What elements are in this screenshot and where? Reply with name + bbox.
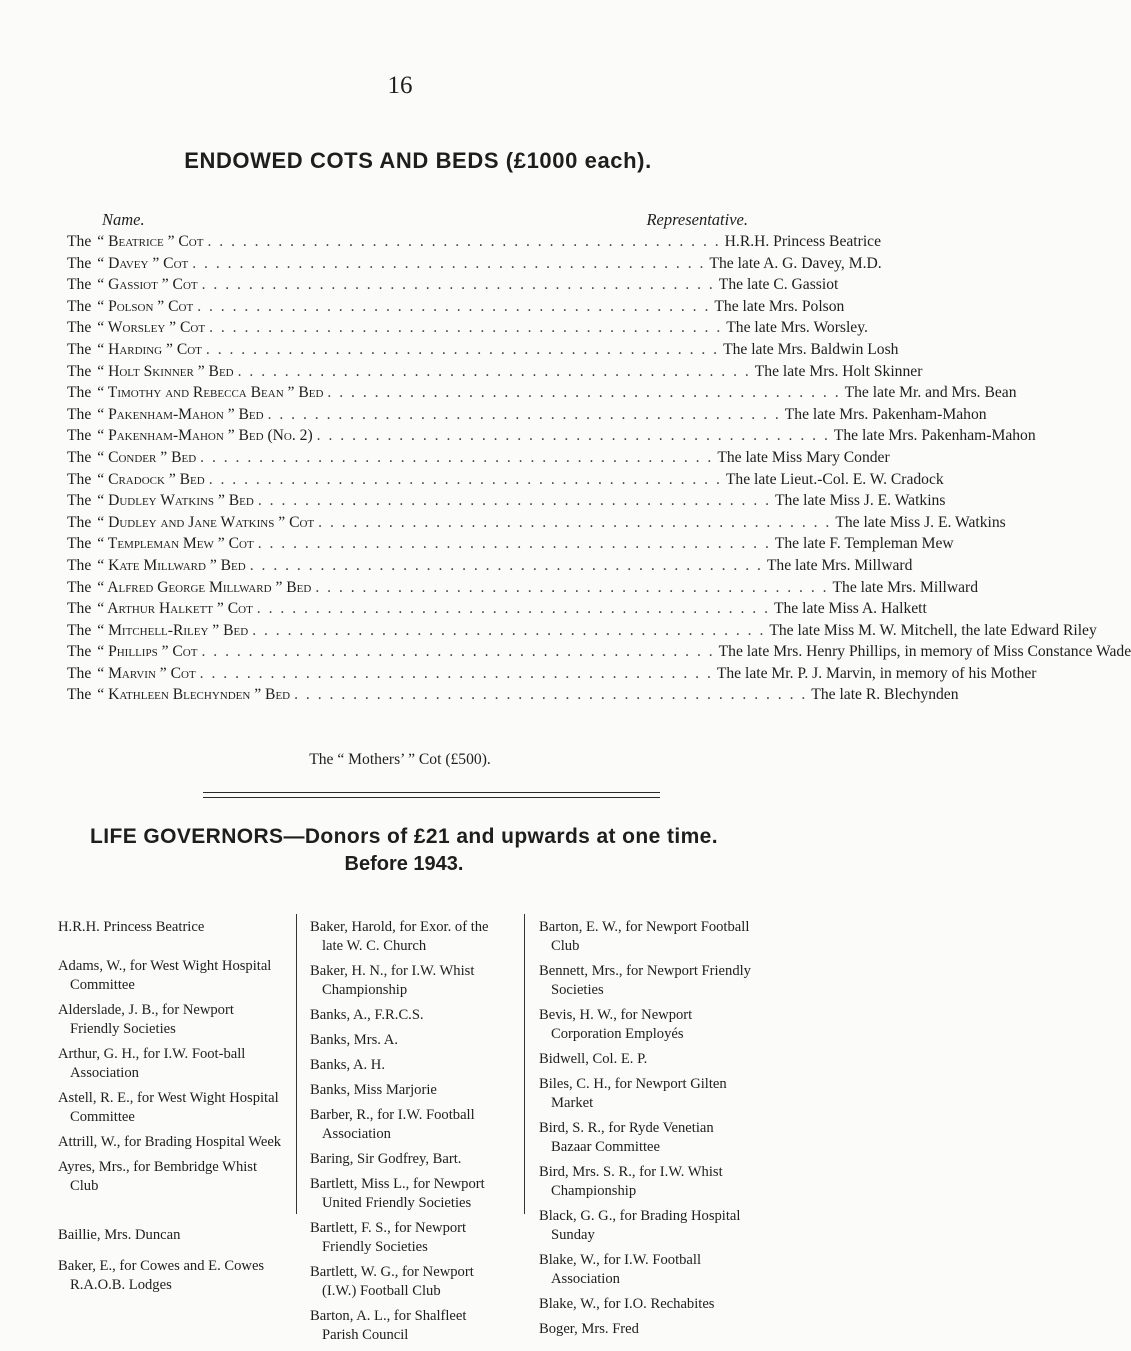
column-divider (296, 914, 297, 1214)
governor-entry: Banks, Miss Marjorie (310, 1082, 437, 1098)
cot-prefix: The (67, 535, 92, 553)
cot-name: “ Polson ” Cot (97, 297, 194, 315)
column-divider (524, 914, 525, 1214)
cot-prefix: The (67, 686, 92, 704)
cot-name: “ Conder ” Bed (97, 448, 197, 466)
name-column-heading: Name. (102, 210, 145, 229)
cot-row (67, 362, 923, 385)
governor-entry: Blake, W., for I.O. Rechabites (539, 1296, 715, 1312)
cot-name: “ Davey ” Cot (97, 254, 189, 272)
cot-row (67, 664, 1037, 687)
cot-representative: The late A. G. Davey, M.D. (709, 254, 882, 272)
governor-entry: Bidwell, Col. E. P. (539, 1051, 648, 1067)
cot-name: “ Gassiot ” Cot (97, 276, 198, 294)
divider-rule-top (203, 792, 660, 793)
cot-representative: The late Miss Mary Conder (717, 448, 890, 466)
cot-name: “ Holt Skinner ” Bed (97, 362, 234, 380)
cot-prefix: The (67, 643, 92, 661)
cot-row (67, 513, 1006, 536)
cot-representative: The late Mrs. Millward (766, 556, 913, 574)
cot-prefix: The (67, 600, 92, 618)
cot-prefix: The (67, 340, 92, 358)
cot-representative: The late Mr. and Mrs. Bean (844, 384, 1017, 402)
dot-leader: . . . . . . . . . . . . . . . . . . . . . . . . . . . . . . . . . . . . . . . . . . . . (197, 297, 711, 315)
governor-entry: Bartlett, W. G., for Newport (I.W.) Football Club (310, 1264, 474, 1299)
cot-row (67, 621, 1097, 644)
governor-entry: H.R.H. Princess Beatrice (58, 919, 205, 935)
cot-name: “ Arthur Halkett ” Cot (97, 600, 253, 618)
cot-representative: The late Mrs. Millward (832, 578, 979, 596)
governor-entry: Bevis, H. W., for Newport Corporation Employés (539, 1007, 693, 1042)
governor-entry: Boger, Mrs. Fred (539, 1321, 639, 1337)
dot-leader: . . . . . . . . . . . . . . . . . . . . . . . . . . . . . . . . . . . . . . . . . . . . (315, 578, 829, 596)
cot-row (67, 448, 890, 471)
governor-entry: Arthur, G. H., for I.W. Foot-ball Association (58, 1046, 246, 1081)
dot-leader: . . . . . . . . . . . . . . . . . . . . . . . . . . . . . . . . . . . . . . . . . . . . (200, 448, 714, 466)
cot-prefix: The (67, 427, 92, 445)
governor-entry: Bird, Mrs. S. R., for I.W. Whist Championship (539, 1164, 723, 1199)
mothers-cot-line: The “ Mothers’ ” Cot (£500). (309, 751, 491, 768)
cot-name: “ Cradock ” Bed (97, 470, 205, 488)
cot-representative: The late C. Gassiot (718, 276, 839, 294)
cot-row (67, 578, 979, 601)
divider-rule-bottom (203, 797, 660, 798)
dot-leader: . . . . . . . . . . . . . . . . . . . . . . . . . . . . . . . . . . . . . . . . . . . . (201, 276, 715, 294)
governor-entry: Barber, R., for I.W. Football Association (310, 1107, 475, 1142)
cot-prefix: The (67, 233, 92, 250)
cot-name: “ Beatrice ” Cot (97, 233, 204, 250)
cot-representative: The late Mrs. Henry Phillips, in memory of Miss Constance Wade (718, 643, 1131, 661)
cot-prefix: The (67, 254, 92, 272)
cot-name: “ Pakenham-Mahon ” Bed (No. 2) (97, 427, 313, 445)
dot-leader: . . . . . . . . . . . . . . . . . . . . . . . . . . . . . . . . . . . . . . . . . . . . (199, 664, 713, 682)
cot-name: “ Dudley and Jane Watkins ” Cot (97, 513, 315, 531)
cot-prefix: The (67, 276, 92, 294)
cot-name: “ Kathleen Blechynden ” Bed (97, 686, 291, 704)
dot-leader: . . . . . . . . . . . . . . . . . . . . . . . . . . . . . . . . . . . . . . . . . . . . (201, 643, 715, 661)
governor-entry: Banks, A. H. (310, 1057, 385, 1073)
cot-representative: The late Mrs. Worsley. (726, 319, 868, 337)
cot-prefix: The (67, 513, 92, 531)
governor-entry: Adams, W., for West Wight Hospital Committee (58, 958, 272, 993)
cot-prefix: The (67, 384, 92, 402)
cot-prefix: The (67, 578, 92, 596)
cot-prefix: The (67, 470, 92, 488)
cot-row (67, 254, 882, 277)
dot-leader: . . . . . . . . . . . . . . . . . . . . . . . . . . . . . . . . . . . . . . . . . . . . (205, 340, 720, 358)
cot-representative: The late F. Templeman Mew (774, 535, 954, 553)
cot-row (67, 492, 946, 514)
governor-entry: Attrill, W., for Brading Hospital Week (58, 1134, 282, 1150)
governor-entry: Bennett, Mrs., for Newport Friendly Societies (539, 963, 751, 998)
cot-row (67, 384, 1017, 406)
representative-column-heading: Representative. (646, 210, 748, 229)
governor-entry: Ayres, Mrs., for Bembridge Whist Club (58, 1159, 258, 1194)
cot-name: “ Pakenham-Mahon ” Bed (97, 405, 264, 423)
cot-prefix: The (67, 297, 92, 315)
governor-entry: Barton, E. W., for Newport Football Club (539, 919, 750, 954)
dot-leader: . . . . . . . . . . . . . . . . . . . . . . . . . . . . . . . . . . . . . . . . . . . . (237, 362, 751, 380)
governor-entry: Baker, E., for Cowes and E. Cowes R.A.O.B. Lodges (58, 1258, 265, 1293)
cot-representative: H.R.H. Princess Beatrice (724, 233, 881, 250)
cot-representative: The late Mrs. Polson (714, 297, 845, 315)
cot-representative: The late Miss A. Halkett (773, 600, 927, 618)
cot-representative: The late Mrs. Pakenham-Mahon (833, 427, 1036, 445)
dot-leader: . . . . . . . . . . . . . . . . . . . . . . . . . . . . . . . . . . . . . . . . . . . . (208, 470, 722, 488)
cot-row (67, 470, 944, 493)
cot-representative: The late Miss J. E. Watkins (835, 513, 1006, 531)
endowed-section-title: ENDOWED COTS AND BEDS (£1000 each). (184, 148, 652, 173)
life-governors-subtitle: Before 1943. (344, 853, 464, 875)
dot-leader: . . . . . . . . . . . . . . . . . . . . . . . . . . . . . . . . . . . . . . . . . . . . (267, 405, 781, 423)
governor-entry: Blake, W., for I.W. Football Association (539, 1252, 702, 1287)
cot-row (67, 535, 954, 557)
dot-leader: . . . . . . . . . . . . . . . . . . . . . . . . . . . . . . . . . . . . . . . . . . . . (257, 492, 772, 510)
cot-name: “ Phillips ” Cot (97, 643, 198, 661)
cot-representative: The late Miss J. E. Watkins (775, 492, 946, 510)
cot-name: “ Templeman Mew ” Cot (97, 535, 254, 553)
dot-leader: . . . . . . . . . . . . . . . . . . . . . . . . . . . . . . . . . . . . . . . . . . . . (252, 621, 766, 639)
cot-name: “ Timothy and Rebecca Bean ” Bed (97, 384, 324, 402)
governor-entry: Banks, Mrs. A. (310, 1032, 398, 1048)
cot-name: “ Marvin ” Cot (97, 664, 196, 682)
cot-prefix: The (67, 556, 92, 574)
governors-column-2 (310, 918, 506, 1351)
cot-representative: The late Mrs. Holt Skinner (754, 362, 923, 380)
cot-row (67, 405, 987, 428)
dot-leader: . . . . . . . . . . . . . . . . . . . . . . . . . . . . . . . . . . . . . . . . . . . . (207, 233, 721, 250)
cot-name: “ Dudley Watkins ” Bed (97, 492, 254, 510)
governor-entry: Alderslade, J. B., for Newport Friendly Societies (58, 1002, 234, 1037)
governors-column-1 (58, 918, 286, 1301)
cot-representative: The late R. Blechynden (811, 686, 959, 704)
cot-name: “ Worsley ” Cot (97, 319, 206, 337)
cot-row (67, 297, 845, 320)
governor-entry: Biles, C. H., for Newport Gilten Market (539, 1076, 727, 1111)
governor-entry: Baker, H. N., for I.W. Whist Championship (310, 963, 475, 998)
governor-entry: Bird, S. R., for Ryde Venetian Bazaar Committee (539, 1120, 714, 1155)
cot-name: “ Harding ” Cot (97, 340, 202, 358)
cot-prefix: The (67, 405, 92, 423)
cot-row (67, 233, 881, 255)
cot-representative: The late Mrs. Pakenham-Mahon (784, 405, 987, 423)
governor-entry: Black, G. G., for Brading Hospital Sunday (539, 1208, 741, 1243)
dot-leader: . . . . . . . . . . . . . . . . . . . . . . . . . . . . . . . . . . . . . . . . . . . . (192, 254, 706, 272)
dot-leader: . . . . . . . . . . . . . . . . . . . . . . . . . . . . . . . . . . . . . . . . . . . . (294, 686, 808, 704)
governor-entry: Bartlett, F. S., for Newport Friendly Societies (310, 1220, 467, 1255)
cot-prefix: The (67, 362, 92, 380)
dot-leader: . . . . . . . . . . . . . . . . . . . . . . . . . . . . . . . . . . . . . . . . . . . . (257, 535, 771, 553)
governors-column-3 (539, 918, 752, 1345)
cot-row (67, 643, 1131, 665)
governor-entry: Baring, Sir Godfrey, Bart. (310, 1151, 462, 1167)
cot-representative: The late Miss M. W. Mitchell, the late Edward Riley (769, 621, 1097, 639)
cot-representative: The late Mrs. Baldwin Losh (723, 340, 899, 358)
dot-leader: . . . . . . . . . . . . . . . . . . . . . . . . . . . . . . . . . . . . . . . . . . . . (249, 556, 763, 574)
cot-representative: The late Mr. P. J. Marvin, in memory of his Mother (716, 664, 1037, 682)
dot-leader: . . . . . . . . . . . . . . . . . . . . . . . . . . . . . . . . . . . . . . . . . . . . (256, 600, 770, 618)
cot-name: “ Mitchell-Riley ” Bed (97, 621, 249, 639)
dot-leader: . . . . . . . . . . . . . . . . . . . . . . . . . . . . . . . . . . . . . . . . . . . . (209, 319, 723, 337)
endowed-cots-list (67, 233, 1131, 708)
cot-representative: The late Lieut.-Col. E. W. Cradock (725, 470, 944, 488)
cot-name: “ Alfred George Millward ” Bed (97, 578, 312, 596)
dot-leader: . . . . . . . . . . . . . . . . . . . . . . . . . . . . . . . . . . . . . . . . . . . . (318, 513, 832, 531)
cot-row (67, 686, 959, 708)
governor-entry: Banks, A., F.R.C.S. (310, 1007, 424, 1023)
cot-row (67, 600, 927, 622)
cot-row (67, 340, 899, 363)
page-number: 16 (387, 72, 413, 99)
cot-prefix: The (67, 319, 92, 337)
dot-leader: . . . . . . . . . . . . . . . . . . . . . . . . . . . . . . . . . . . . . . . . . . . . (327, 384, 841, 402)
cot-name: “ Kate Millward ” Bed (97, 556, 246, 574)
governor-entry: Baillie, Mrs. Duncan (58, 1227, 181, 1243)
cot-row (67, 556, 913, 579)
cot-row (67, 276, 839, 298)
governor-entry: Bartlett, Miss L., for Newport United Friendly Societies (310, 1176, 485, 1211)
governor-entry: Baker, Harold, for Exor. of the late W. C. Church (310, 919, 489, 954)
cot-prefix: The (67, 621, 92, 639)
dot-leader: . . . . . . . . . . . . . . . . . . . . . . . . . . . . . . . . . . . . . . . . . . . . (316, 427, 830, 445)
cot-prefix: The (67, 664, 92, 682)
cot-row (67, 319, 868, 341)
cot-prefix: The (67, 448, 92, 466)
governor-entry: Astell, R. E., for West Wight Hospital Committee (58, 1090, 279, 1125)
cot-prefix: The (67, 492, 92, 510)
life-governors-title: LIFE GOVERNORS—Donors of £21 and upwards at one time. (90, 825, 718, 848)
governor-entry: Barton, A. L., for Shalfleet Parish Council (310, 1308, 467, 1343)
cot-row (67, 427, 1036, 449)
